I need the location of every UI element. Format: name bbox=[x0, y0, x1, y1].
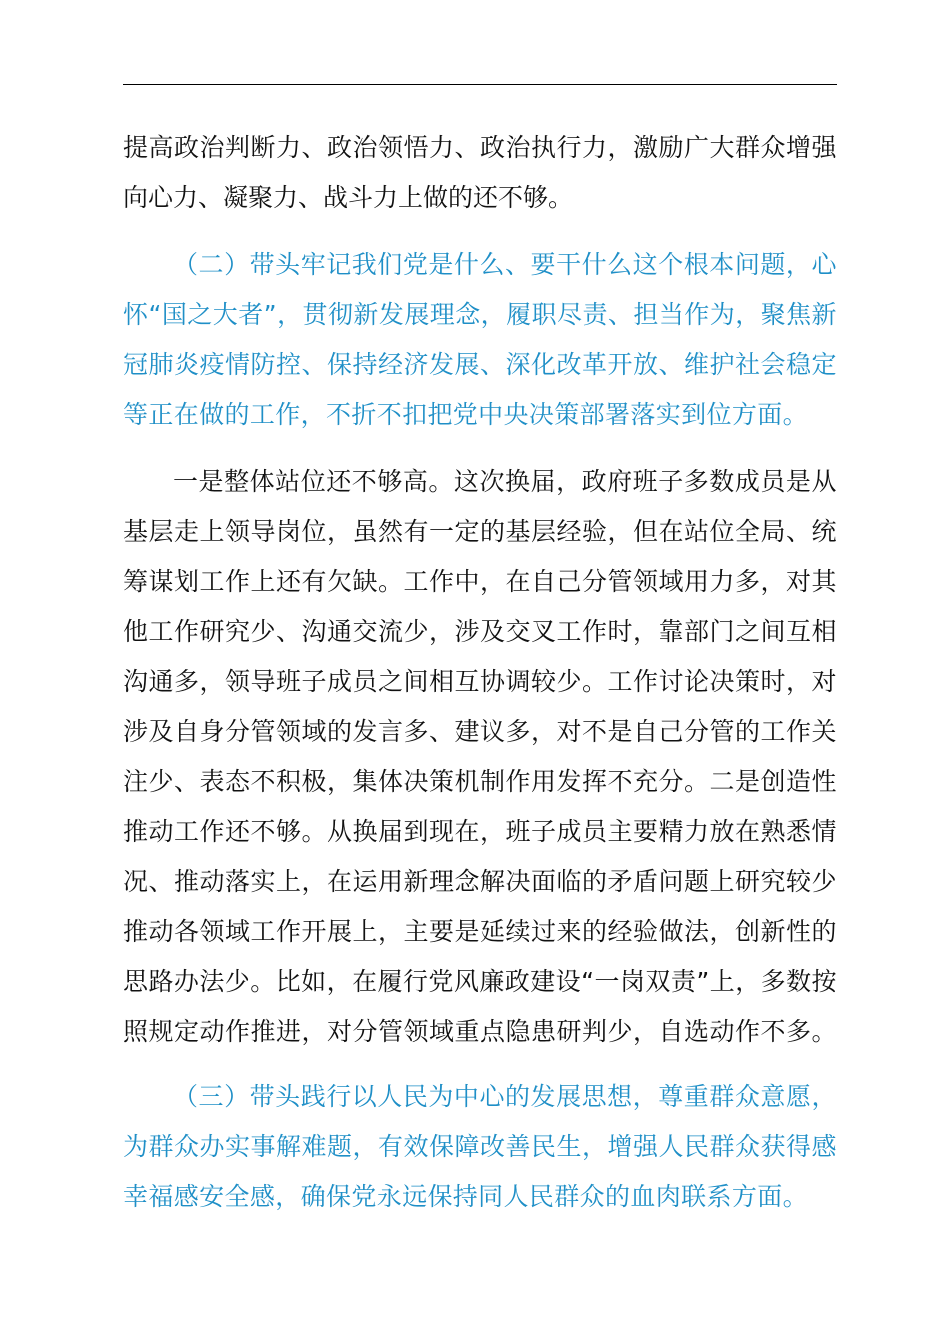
section-heading-line: 等正在做的工作，不折不扣把党中央决策部署落实到位方面。 bbox=[123, 400, 808, 429]
text-line: 他工作研究少、沟通交流少，涉及交叉工作时，靠部门之间互相 bbox=[123, 617, 837, 646]
text-line: 照规定动作推进，对分管领域重点隐患研判少，自选动作不多。 bbox=[123, 1017, 837, 1046]
section-heading-line: 怀“国之大者”，贯彻新发展理念，履职尽责、担当作为，聚焦新 bbox=[123, 300, 837, 329]
header-rule bbox=[123, 84, 837, 85]
text-line: 推动工作还不够。从换届到现在，班子成员主要精力放在熟悉情 bbox=[123, 817, 837, 846]
text-line: 涉及自身分管领域的发言多、建议多，对不是自己分管的工作关 bbox=[123, 717, 837, 746]
section-heading-line: （二）带头牢记我们党是什么、要干什么这个根本问题，心 bbox=[173, 250, 837, 279]
text-line: 思路办法少。比如，在履行党风廉政建设“一岗双责”上，多数按 bbox=[123, 967, 837, 996]
text-line: 注少、表态不积极，集体决策机制作用发挥不充分。二是创造性 bbox=[123, 767, 837, 796]
text-line: 推动各领域工作开展上，主要是延续过来的经验做法，创新性的 bbox=[123, 917, 837, 946]
section-heading-line: 为群众办实事解难题，有效保障改善民生，增强人民群众获得感 bbox=[123, 1132, 837, 1161]
text-line: 提高政治判断力、政治领悟力、政治执行力，激励广大群众增强 bbox=[123, 133, 837, 162]
section-heading-line: 冠肺炎疫情防控、保持经济发展、深化改革开放、维护社会稳定 bbox=[123, 350, 837, 379]
text-line: 一是整体站位还不够高。这次换届，政府班子多数成员是从 bbox=[173, 467, 837, 496]
text-line: 沟通多，领导班子成员之间相互协调较少。工作讨论决策时，对 bbox=[123, 667, 837, 696]
section-heading-line: 幸福感安全感，确保党永远保持同人民群众的血肉联系方面。 bbox=[123, 1182, 808, 1211]
text-line: 向心力、凝聚力、战斗力上做的还不够。 bbox=[123, 183, 573, 212]
section-heading-line: （三）带头践行以人民为中心的发展思想，尊重群众意愿， bbox=[173, 1082, 837, 1111]
text-line: 筹谋划工作上还有欠缺。工作中，在自己分管领域用力多，对其 bbox=[123, 567, 837, 596]
text-line: 况、推动落实上，在运用新理念解决面临的矛盾问题上研究较少 bbox=[123, 867, 837, 896]
text-line: 基层走上领导岗位，虽然有一定的基层经验，但在站位全局、统 bbox=[123, 517, 837, 546]
